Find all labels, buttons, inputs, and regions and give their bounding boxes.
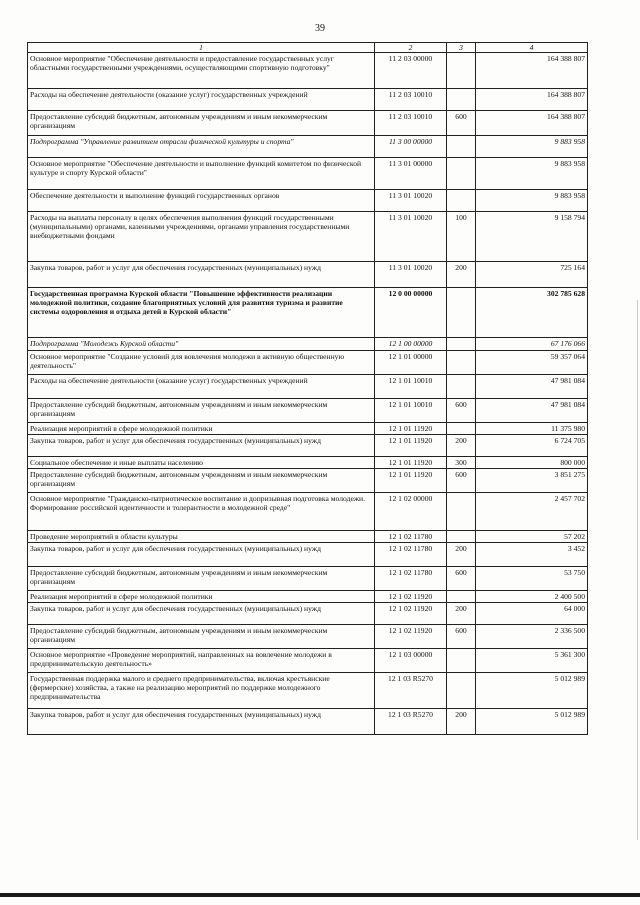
table-row bbox=[28, 709, 588, 735]
table-row bbox=[28, 603, 588, 625]
table-row bbox=[28, 531, 588, 543]
table-row bbox=[28, 158, 588, 190]
table-row bbox=[28, 351, 588, 375]
table-row bbox=[28, 262, 588, 288]
table-row bbox=[28, 543, 588, 567]
row-amount-cell: 2 457 702 bbox=[476, 493, 588, 531]
row-amount-cell: 2 336 500 bbox=[476, 625, 588, 649]
table-row bbox=[28, 567, 588, 591]
table-row bbox=[28, 288, 588, 338]
table-row bbox=[28, 649, 588, 673]
row-amount-cell: 2 400 500 bbox=[476, 591, 588, 603]
row-type-cell bbox=[447, 89, 476, 111]
row-name-cell: Закупка товаров, работ и услуг для обеспечения государственных (муниципальных) нужд bbox=[28, 543, 375, 567]
row-code-cell: 12 1 02 11780 bbox=[375, 531, 447, 543]
table-row bbox=[28, 423, 588, 435]
row-name-cell: Проведение мероприятий в области культуры bbox=[28, 531, 375, 543]
row-name-cell: Предоставление субсидий бюджетным, автономным учреждениям и иным некоммерческим организациям bbox=[28, 399, 375, 423]
row-code-cell: 12 1 01 11920 bbox=[375, 423, 447, 435]
row-amount-cell: 47 981 084 bbox=[476, 375, 588, 399]
table-row bbox=[28, 625, 588, 649]
row-amount-cell: 5 012 989 bbox=[476, 673, 588, 709]
row-code-cell: 11 3 01 10020 bbox=[375, 262, 447, 288]
row-code-cell: 12 1 01 00000 bbox=[375, 351, 447, 375]
row-code-cell: 11 2 03 10010 bbox=[375, 89, 447, 111]
row-type-cell: 300 bbox=[447, 457, 476, 469]
table-row bbox=[28, 190, 588, 212]
budget-table bbox=[27, 42, 588, 735]
row-amount-cell: 57 202 bbox=[476, 531, 588, 543]
row-amount-cell: 5 012 989 bbox=[476, 709, 588, 735]
scan-bottom-bar bbox=[0, 893, 640, 897]
row-name-cell: Государственная поддержка малого и среднего предпринимательства, включая крестьянские (фермерские) хозяйства, а также на реализацию мероприятий по поддержке молодежного предпринимательства bbox=[28, 673, 375, 709]
row-type-cell bbox=[447, 673, 476, 709]
row-type-cell bbox=[447, 158, 476, 190]
row-amount-cell: 9 158 794 bbox=[476, 212, 588, 262]
row-type-cell: 200 bbox=[447, 709, 476, 735]
row-name-cell: Расходы на выплаты персоналу в целях обеспечения выполнения функций государственными (муниципальными) органами, казенными учреждениями, органами управления государственными внебюджетными фондами bbox=[28, 212, 375, 262]
row-type-cell: 200 bbox=[447, 435, 476, 457]
header-col-2: 2 bbox=[375, 43, 447, 53]
row-name-cell: Предоставление субсидий бюджетным, автономным учреждениям и иным некоммерческим организациям bbox=[28, 567, 375, 591]
row-type-cell bbox=[447, 190, 476, 212]
row-code-cell: 12 1 03 00000 bbox=[375, 649, 447, 673]
header-col-4: 4 bbox=[476, 43, 588, 53]
row-name-cell: Закупка товаров, работ и услуг для обеспечения государственных (муниципальных) нужд bbox=[28, 262, 375, 288]
row-type-cell bbox=[447, 649, 476, 673]
table-row bbox=[28, 89, 588, 111]
row-amount-cell: 6 724 705 bbox=[476, 435, 588, 457]
row-name-cell: Предоставление субсидий бюджетным, автономным учреждениям и иным некоммерческим организациям bbox=[28, 469, 375, 493]
row-type-cell: 200 bbox=[447, 262, 476, 288]
row-type-cell: 100 bbox=[447, 212, 476, 262]
table-row bbox=[28, 399, 588, 423]
row-amount-cell: 164 388 807 bbox=[476, 111, 588, 136]
row-amount-cell: 302 785 628 bbox=[476, 288, 588, 338]
row-name-cell: Предоставление субсидий бюджетным, автономным учреждениям и иным некоммерческим организациям bbox=[28, 625, 375, 649]
row-name-cell: Основное мероприятие "Обеспечение деятельности и предоставление государственных услуг областными государственными учреждениями, осуществляющими спортивную подготовку" bbox=[28, 53, 375, 89]
row-code-cell: 12 1 02 11920 bbox=[375, 591, 447, 603]
table-row bbox=[28, 136, 588, 158]
row-amount-cell: 800 000 bbox=[476, 457, 588, 469]
header-col-1: 1 bbox=[28, 43, 375, 53]
row-code-cell: 12 1 03 R5270 bbox=[375, 709, 447, 735]
row-code-cell: 11 3 01 10020 bbox=[375, 212, 447, 262]
row-name-cell: Расходы на обеспечение деятельности (оказание услуг) государственных учреждений bbox=[28, 89, 375, 111]
row-code-cell: 12 1 02 11780 bbox=[375, 543, 447, 567]
row-name-cell: Закупка товаров, работ и услуг для обеспечения государственных (муниципальных) нужд bbox=[28, 709, 375, 735]
row-code-cell: 12 1 00 00000 bbox=[375, 338, 447, 351]
row-type-cell bbox=[447, 338, 476, 351]
row-type-cell bbox=[447, 288, 476, 338]
row-type-cell bbox=[447, 375, 476, 399]
table-row bbox=[28, 53, 588, 89]
table-row bbox=[28, 469, 588, 493]
row-amount-cell: 59 357 064 bbox=[476, 351, 588, 375]
table-row bbox=[28, 435, 588, 457]
row-amount-cell: 3 452 bbox=[476, 543, 588, 567]
row-name-cell: Основное мероприятие "Создание условий для вовлечения молодежи в активную общественную деятельность" bbox=[28, 351, 375, 375]
row-type-cell bbox=[447, 53, 476, 89]
row-amount-cell: 164 388 807 bbox=[476, 89, 588, 111]
row-code-cell: 12 1 02 11920 bbox=[375, 603, 447, 625]
row-code-cell: 11 3 01 00000 bbox=[375, 158, 447, 190]
row-name-cell: Основное мероприятие "Обеспечение деятельности и выполнение функций комитетом по физической культуре и спорту Курской области" bbox=[28, 158, 375, 190]
row-name-cell: Расходы на обеспечение деятельности (оказание услуг) государственных учреждений bbox=[28, 375, 375, 399]
row-code-cell: 12 1 01 10010 bbox=[375, 375, 447, 399]
row-amount-cell: 64 000 bbox=[476, 603, 588, 625]
page-number: 39 bbox=[315, 23, 325, 34]
row-code-cell: 12 1 03 R5270 bbox=[375, 673, 447, 709]
row-amount-cell: 3 851 275 bbox=[476, 469, 588, 493]
row-amount-cell: 9 883 958 bbox=[476, 136, 588, 158]
scan-edge-line bbox=[637, 300, 638, 840]
row-code-cell: 12 1 01 11920 bbox=[375, 435, 447, 457]
row-amount-cell: 164 388 807 bbox=[476, 53, 588, 89]
row-code-cell: 12 0 00 00000 bbox=[375, 288, 447, 338]
row-amount-cell: 11 375 980 bbox=[476, 423, 588, 435]
row-type-cell: 600 bbox=[447, 469, 476, 493]
table-row bbox=[28, 591, 588, 603]
row-type-cell: 200 bbox=[447, 603, 476, 625]
row-code-cell: 12 1 01 11920 bbox=[375, 469, 447, 493]
row-code-cell: 11 3 01 10020 bbox=[375, 190, 447, 212]
table-row bbox=[28, 375, 588, 399]
row-name-cell: Основное мероприятие «Проведение мероприятий, направленных на вовлечение молодежи в предпринимательскую деятельность» bbox=[28, 649, 375, 673]
table-row bbox=[28, 338, 588, 351]
row-name-cell: Основное мероприятие "Гражданско-патриотическое воспитание и допризывная подготовка молодежи. Формирование российской идентичности и толерантности в молодежной среде" bbox=[28, 493, 375, 531]
row-name-cell: Закупка товаров, работ и услуг для обеспечения государственных (муниципальных) нужд bbox=[28, 435, 375, 457]
row-type-cell bbox=[447, 493, 476, 531]
table-row bbox=[28, 493, 588, 531]
row-amount-cell: 53 750 bbox=[476, 567, 588, 591]
row-name-cell: Социальное обеспечение и иные выплаты населению bbox=[28, 457, 375, 469]
row-type-cell: 600 bbox=[447, 399, 476, 423]
row-code-cell: 11 2 03 10010 bbox=[375, 111, 447, 136]
row-name-cell: Обеспечение деятельности и выполнение функций государственных органов bbox=[28, 190, 375, 212]
table-row bbox=[28, 111, 588, 136]
row-type-cell: 600 bbox=[447, 111, 476, 136]
row-name-cell: Реализация мероприятий в сфере молодежной политики bbox=[28, 591, 375, 603]
row-type-cell bbox=[447, 351, 476, 375]
row-name-cell: Предоставление субсидий бюджетным, автономным учреждениям и иным некоммерческим организациям bbox=[28, 111, 375, 136]
row-name-cell: Государственная программа Курской области "Повышение эффективности реализации молодежной политики, создание благоприятных условий для развития туризма и развитие системы оздоровления и отдыха детей в Курской области" bbox=[28, 288, 375, 338]
table-header-row bbox=[28, 43, 588, 53]
row-code-cell: 11 2 03 00000 bbox=[375, 53, 447, 89]
table-row bbox=[28, 212, 588, 262]
row-type-cell bbox=[447, 136, 476, 158]
row-type-cell: 600 bbox=[447, 567, 476, 591]
row-code-cell: 12 1 01 10010 bbox=[375, 399, 447, 423]
row-code-cell: 12 1 02 00000 bbox=[375, 493, 447, 531]
row-type-cell bbox=[447, 591, 476, 603]
row-name-cell: Подпрограмма "Управление развитием отрасли физической культуры и спорта" bbox=[28, 136, 375, 158]
row-name-cell: Реализация мероприятий в сфере молодежной политики bbox=[28, 423, 375, 435]
row-code-cell: 12 1 02 11780 bbox=[375, 567, 447, 591]
row-name-cell: Закупка товаров, работ и услуг для обеспечения государственных (муниципальных) нужд bbox=[28, 603, 375, 625]
row-code-cell: 12 1 01 11920 bbox=[375, 457, 447, 469]
row-amount-cell: 725 164 bbox=[476, 262, 588, 288]
row-name-cell: Подпрограмма "Молодежь Курской области" bbox=[28, 338, 375, 351]
row-type-cell bbox=[447, 423, 476, 435]
header-col-3: 3 bbox=[447, 43, 476, 53]
row-amount-cell: 9 883 958 bbox=[476, 158, 588, 190]
row-type-cell bbox=[447, 531, 476, 543]
row-amount-cell: 47 981 084 bbox=[476, 399, 588, 423]
row-code-cell: 12 1 02 11920 bbox=[375, 625, 447, 649]
table-row bbox=[28, 457, 588, 469]
row-code-cell: 11 3 00 00000 bbox=[375, 136, 447, 158]
row-type-cell: 600 bbox=[447, 625, 476, 649]
row-amount-cell: 67 176 066 bbox=[476, 338, 588, 351]
row-amount-cell: 9 883 958 bbox=[476, 190, 588, 212]
table-row bbox=[28, 673, 588, 709]
row-amount-cell: 5 361 300 bbox=[476, 649, 588, 673]
row-type-cell: 200 bbox=[447, 543, 476, 567]
